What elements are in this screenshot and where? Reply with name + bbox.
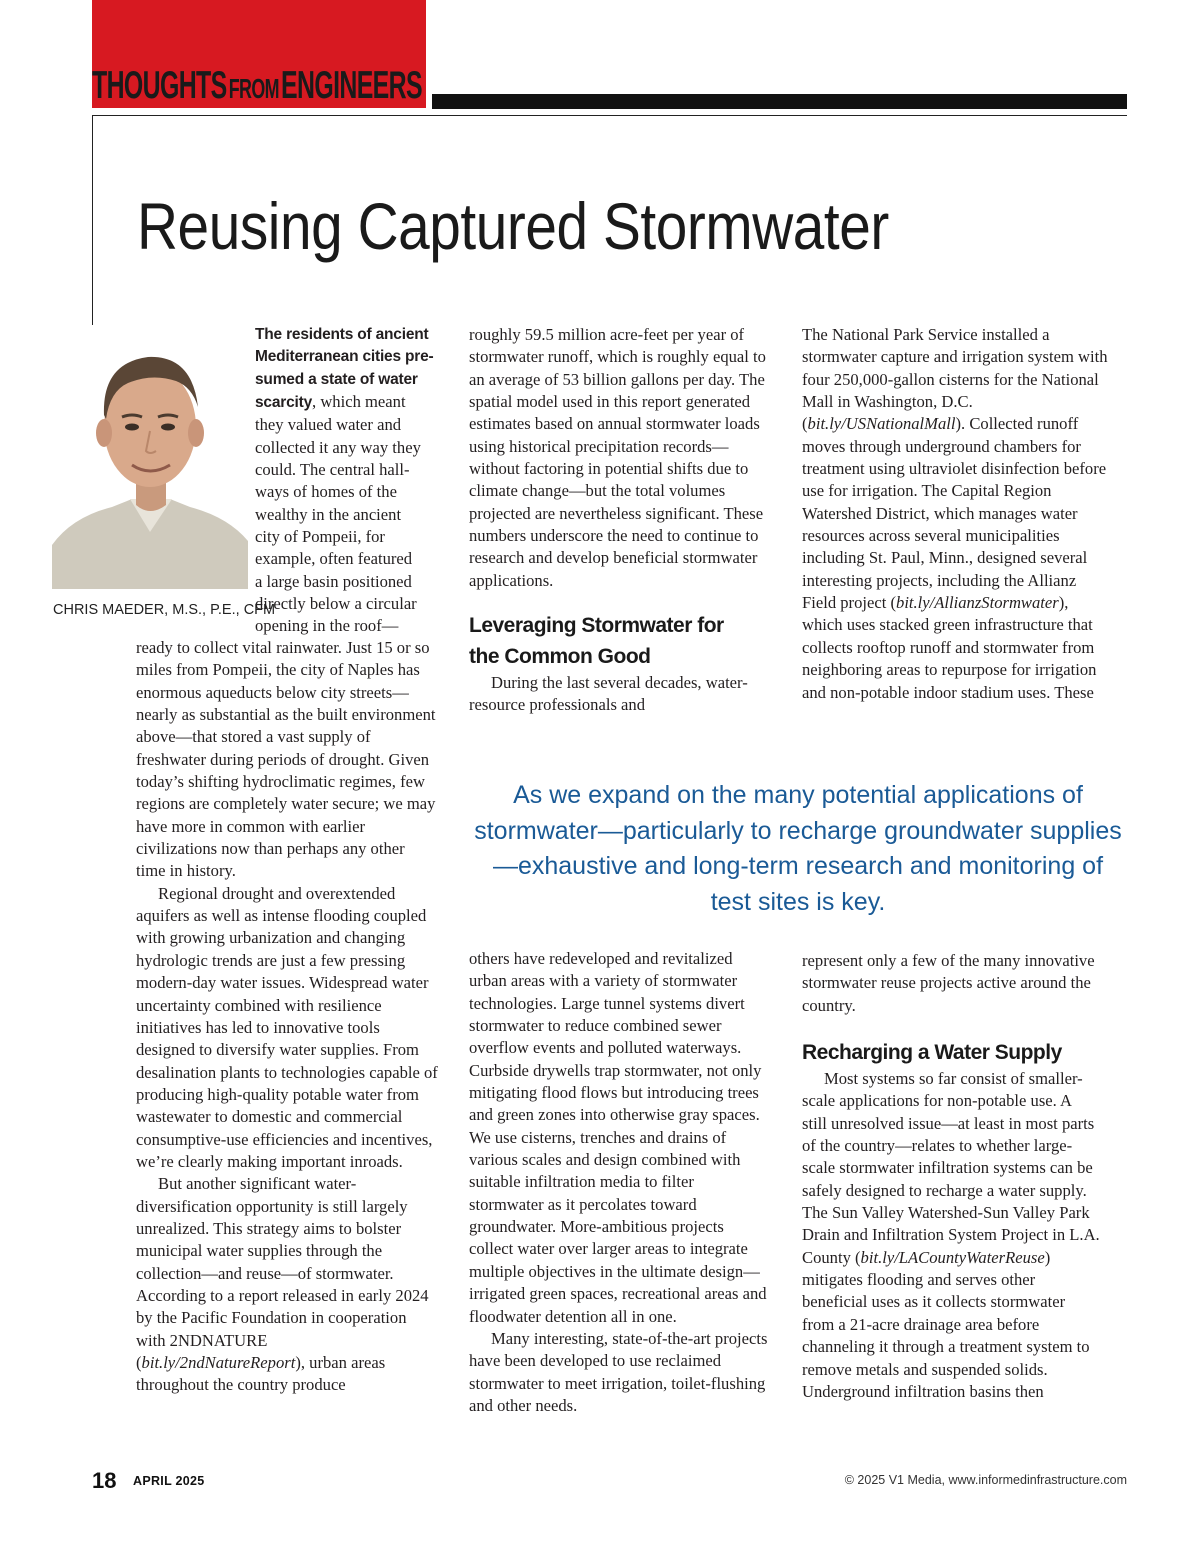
- reference-link[interactable]: bit.ly/LACountyWaterReuse: [860, 1247, 1045, 1267]
- section-label-word-2: FROM: [228, 73, 279, 104]
- wrap-line: opening in the roof—: [255, 616, 399, 636]
- column-2-bottom: [469, 948, 771, 1417]
- section-label-word-1: THOUGHTS: [92, 64, 227, 107]
- wrap-line: a large basin positioned: [255, 571, 412, 591]
- subhead-line: Leveraging Stormwater for: [469, 614, 724, 638]
- body-paragraph: During the last several decades, water-resource professionals and: [469, 673, 748, 715]
- wrap-line: example, often featured: [255, 549, 413, 569]
- wrap-line: ways of homes of the: [255, 482, 397, 502]
- wrap-line: directly below a circular: [255, 594, 417, 614]
- wrap-line: could. The central hall-: [255, 460, 410, 480]
- reference-link[interactable]: bit.ly/USNationalMall: [807, 414, 956, 434]
- lead-line: The residents of ancient: [255, 326, 429, 343]
- lead-line: Mediterranean cities pre-: [255, 348, 434, 366]
- body-paragraph: [136, 1173, 438, 1396]
- body-paragraph: ready to collect vital rainwater. Just 15 or so miles from Pompeii, the city of Naples has enormous aqueducts below city streets—nearly as substantial as the built environment above—that stored a vast supply of freshwater during periods of drought. Given today’s shifting hydroclimatic regimes, few regions are completely water secure; we may have more in common with earlier civilizations now than perhaps any other time in history.: [136, 638, 436, 881]
- pull-quote: As we expand on the many potential applications of stormwater—particularly to recharge groundwater supplies—exhaustive and long-term research and monitoring of test sites is key.: [474, 781, 1122, 916]
- column-3-bottom: [802, 950, 1100, 1403]
- column-1-body: [136, 637, 438, 1397]
- body-text: ). Collected runoff moves through underground chambers for treatment using ultraviolet disinfection before use for irrigation. The Capital Region Watershed District, which manages water resources across several municipalities including St. Paul, Minn., designed several interesting projects, including the Allianz Field project (: [802, 414, 1107, 613]
- author-caption: CHRIS MAEDER, M.S., P.E., CFM: [53, 602, 276, 618]
- body-paragraph: others have redeveloped and revitalized urban areas with a variety of stormwater technologies. Large tunnel systems divert stormwater to reduce combined sewer overflow events and polluted waterways. Curbside drywells trap stormwater, not only mitigating flood flows but introducing trees and green zones into otherwise gray spaces. We use cisterns, trenches and drains of various scales and design combined with suitable infiltration media to filter stormwater as it percolates toward groundwater. More-ambitious projects collect water over larger areas to integrate multiple objectives in the ultimate design—irrigated green spaces, recreational areas and floodwater detention all in one.: [469, 949, 767, 1326]
- body-paragraph: represent only a few of the many innovative stormwater reuse projects active around the country.: [802, 951, 1095, 1015]
- subhead-line: the Common Good: [469, 645, 651, 669]
- body-text: ), which uses stacked green infrastructure that collects rooftop runoff and stormwater from neighboring areas to repurpose for irrigation and non-potable indoor stadium uses. These: [802, 593, 1097, 702]
- section-label: [92, 64, 422, 108]
- body-text: The National Park Service installed a stormwater capture and irrigation system with four 250,000-gallon cisterns for the National Mall in Washington, D.C. (: [802, 325, 1108, 434]
- body-paragraph: [802, 324, 1108, 704]
- wrap-line: wealthy in the ancient: [255, 504, 402, 524]
- body-paragraph: [802, 1068, 1100, 1403]
- left-divider: [92, 115, 93, 325]
- subhead: [469, 610, 769, 672]
- column-2-top: [469, 324, 769, 717]
- column-1-lead: [255, 324, 435, 638]
- body-paragraph: roughly 59.5 million acre-feet per year of stormwater runoff, which is roughly equal to an average of 53 billion gallons per day. The spatial model used in this report generated estimates based on annual stormwater loads using historical precipitation records—without factoring in potential shifts due to climate change—but the total volumes projected are nevertheless significant. These numbers underscore the need to continue to research and develop beneficial stormwater applications.: [469, 325, 766, 590]
- section-label-word-3: ENGINEERS: [281, 64, 422, 107]
- wrap-line: collected it any way they: [255, 437, 421, 457]
- article-title: Reusing Captured Stormwater: [137, 189, 889, 263]
- body-paragraph: Regional drought and overextended aquifers as well as intense flooding coupled with growing urbanization and changing hydrologic trends are just a few pressing modern-day water issues. Widespread water uncertainty combined with resilience initiatives has led to innovative tools designed to diversify water supplies. From desalination plants to technologies capable of producing high-quality potable water from wastewater to domestic and commercial consumptive-use efficiencies and incentives, we’re clearly making important inroads.: [136, 883, 438, 1171]
- body-text: Most systems so far consist of smaller-scale applications for non-potable use. A still unresolved issue—at least in most parts of the country—relates to whether large-scale stormwater infiltration systems can be safely designed to recharge a water supply. The Sun Valley Watershed-Sun Valley Park Drain and Infiltration System Project in L.A. County (: [802, 1069, 1100, 1267]
- column-3-top: [802, 324, 1108, 704]
- body-text: ) mitigates flooding and serves other beneficial uses as it collects stormwater from a 21-acre drainage area before channeling it through a treatment system to remove metals and suspended solids. Underground infiltration basins then: [802, 1247, 1090, 1401]
- issue-date: APRIL 2025: [133, 1474, 205, 1488]
- copyright-notice: © 2025 V1 Media, www.informedinfrastructure.com: [844, 1473, 1127, 1487]
- lead-continuation: , which meant: [312, 392, 406, 412]
- author-portrait-image: [52, 327, 248, 589]
- body-paragraph: Many interesting, state-of-the-art projects have been developed to use reclaimed stormwater to meet irrigation, toilet-flushing and other needs.: [469, 1328, 768, 1415]
- reference-link[interactable]: bit.ly/2ndNatureReport: [141, 1353, 296, 1372]
- reference-link[interactable]: bit.ly/AllianzStormwater: [896, 593, 1059, 613]
- lead-line: sumed a state of water: [255, 370, 418, 388]
- wrap-line: city of Pompeii, for: [255, 527, 385, 547]
- body-text: ), urban areas throughout the country produce: [136, 1353, 386, 1395]
- header-rule: [432, 94, 1127, 109]
- subhead: Recharging a Water Supply: [802, 1041, 1062, 1065]
- wrap-line: they valued water and: [255, 415, 402, 435]
- lead-line: scarcity: [255, 394, 313, 412]
- author-photo: [52, 327, 248, 589]
- page-number: 18: [92, 1468, 117, 1493]
- top-divider: [92, 115, 1127, 116]
- body-text: But another significant water-diversification opportunity is still largely unrealized. This strategy aims to bolster municipal water supplies through the collection—and reuse—of stormwater. According to a report released in early 2024 by the Pacific Foundation in cooperation with 2NDNATURE (: [136, 1174, 429, 1372]
